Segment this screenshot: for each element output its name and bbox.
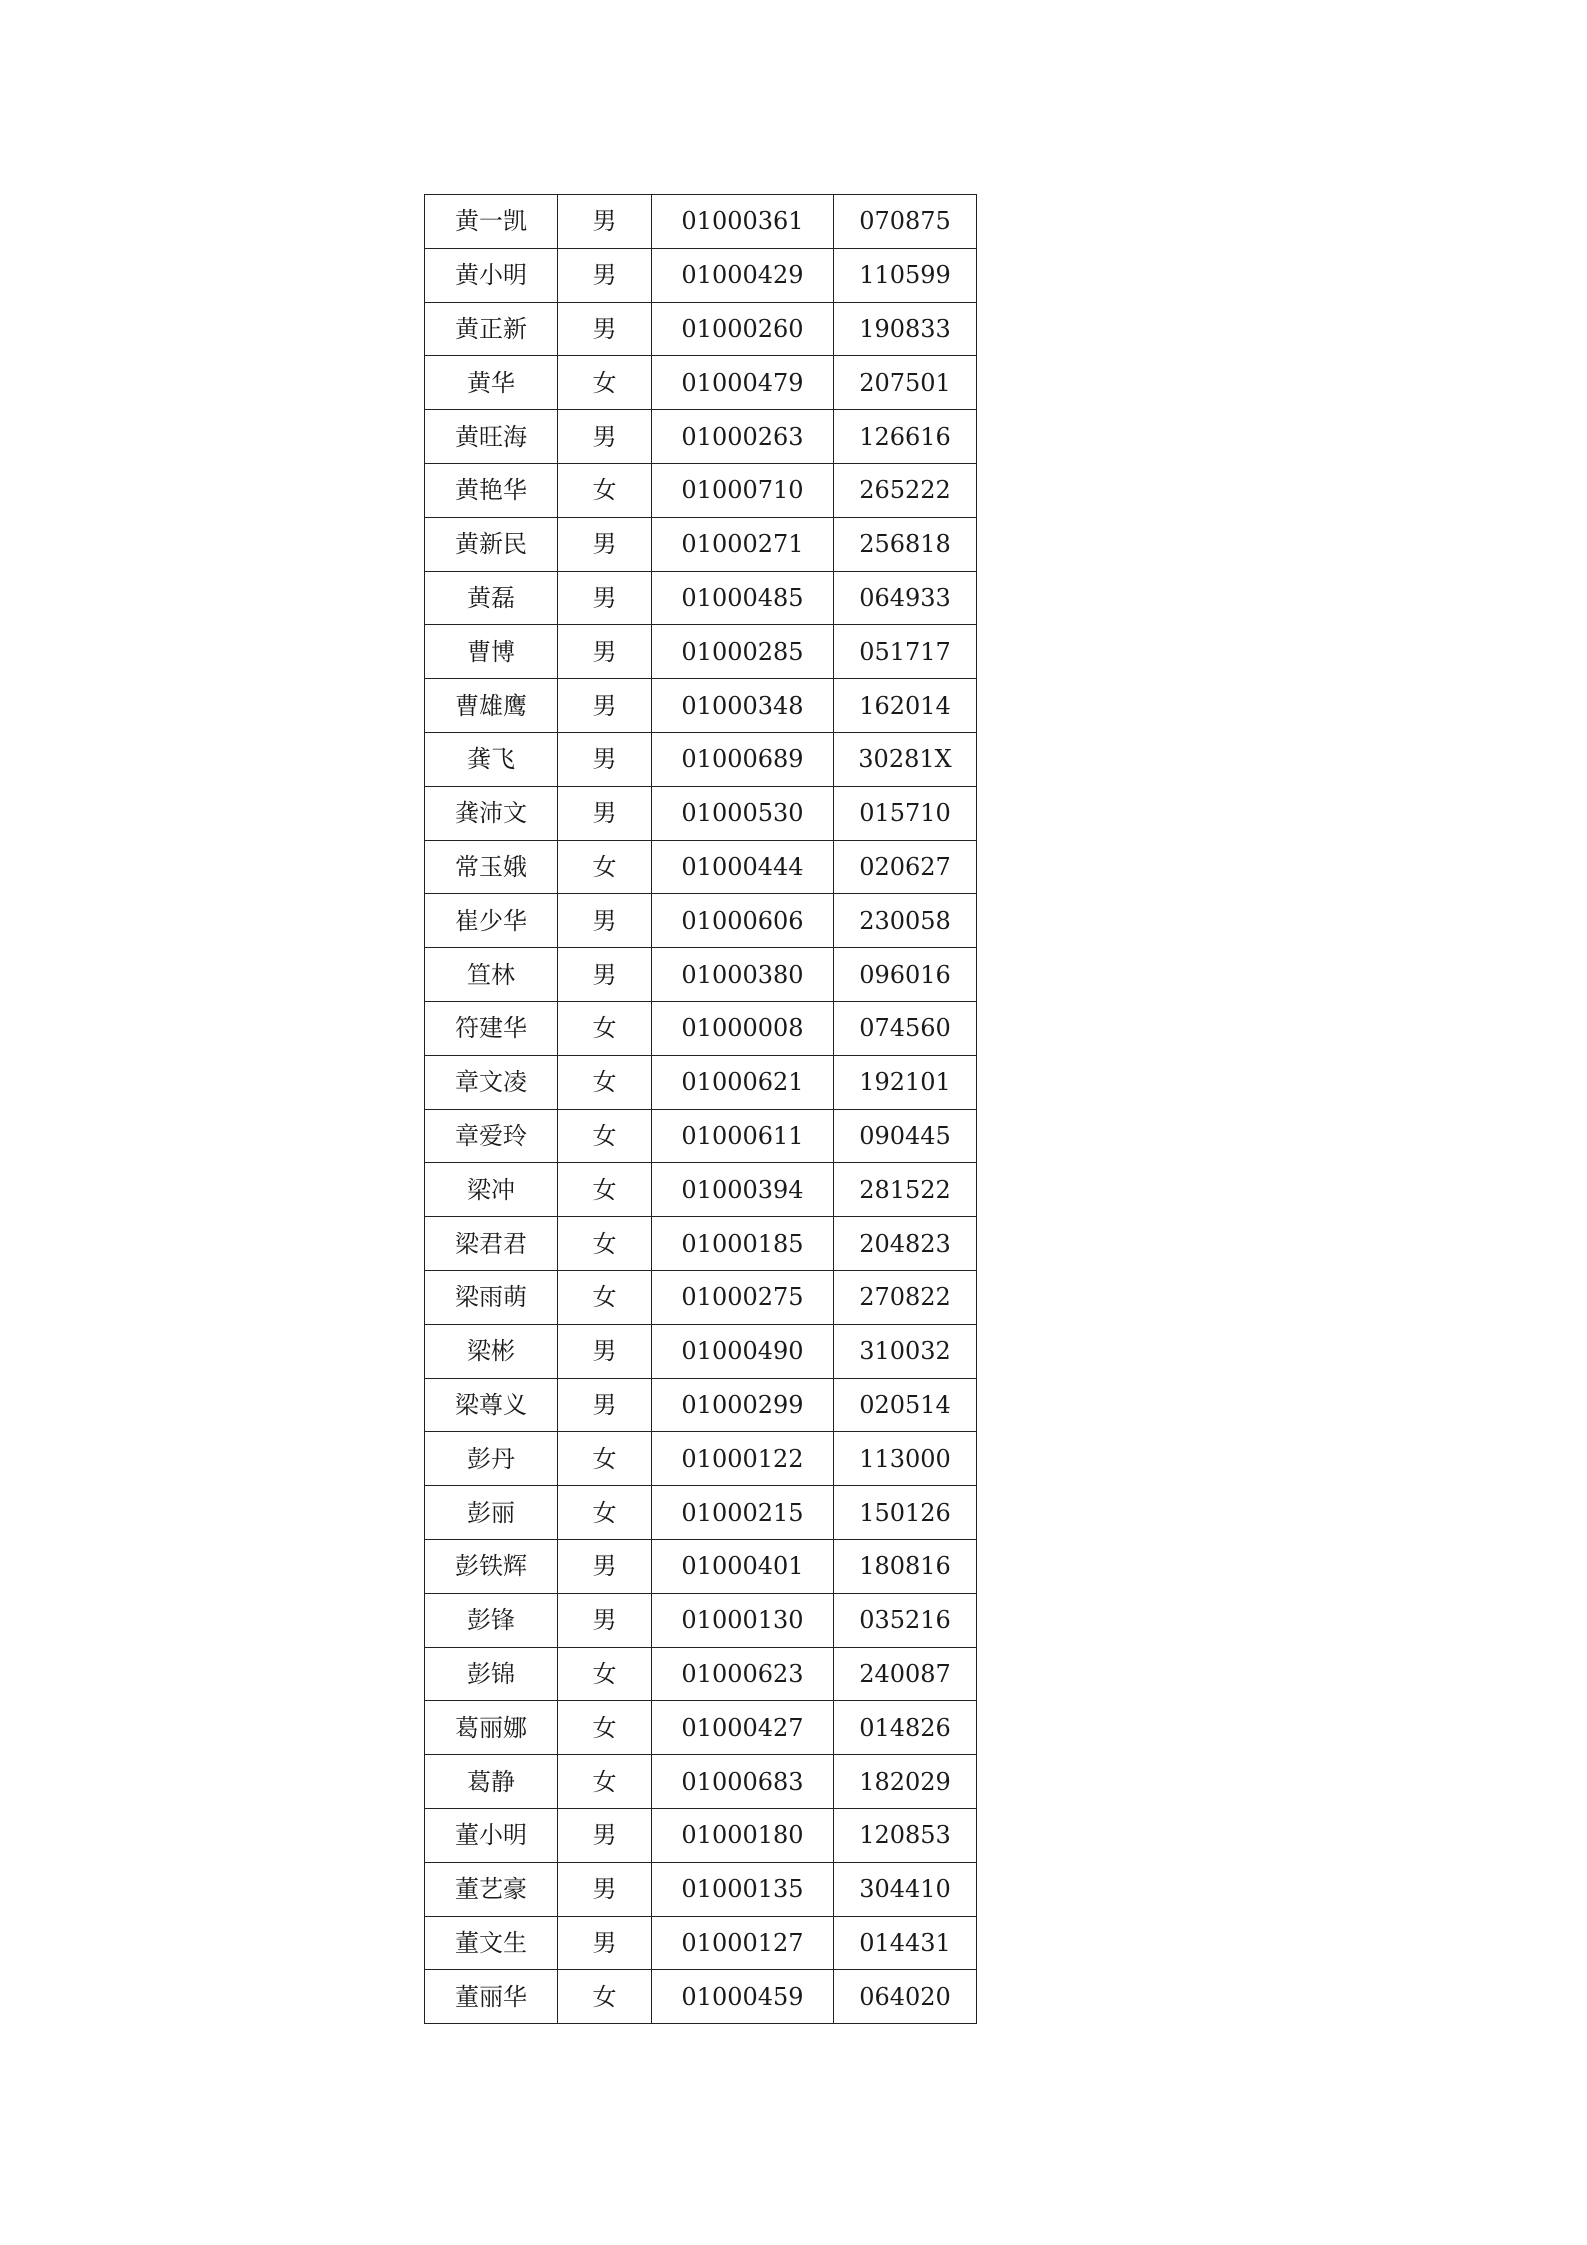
table-row <box>425 1378 977 1432</box>
gender-cell: 男 <box>558 1539 652 1593</box>
name-cell: 黄旺海 <box>425 410 558 464</box>
table-row <box>425 1486 977 1540</box>
number-cell: 01000683 <box>652 1755 834 1809</box>
code-cell: 120853 <box>834 1808 977 1862</box>
code-cell: 020627 <box>834 840 977 894</box>
code-cell: 190833 <box>834 302 977 356</box>
name-cell: 梁彬 <box>425 1324 558 1378</box>
code-cell: 281522 <box>834 1163 977 1217</box>
number-cell: 01000348 <box>652 679 834 733</box>
number-cell: 01000215 <box>652 1486 834 1540</box>
table-row <box>425 894 977 948</box>
table-row <box>425 1324 977 1378</box>
name-cell: 龚沛文 <box>425 786 558 840</box>
code-cell: 207501 <box>834 356 977 410</box>
name-cell: 符建华 <box>425 1001 558 1055</box>
table-row <box>425 517 977 571</box>
code-cell: 070875 <box>834 195 977 249</box>
code-cell: 310032 <box>834 1324 977 1378</box>
code-cell: 015710 <box>834 786 977 840</box>
gender-cell: 男 <box>558 948 652 1002</box>
gender-cell: 女 <box>558 1270 652 1324</box>
name-cell: 彭锦 <box>425 1647 558 1701</box>
gender-cell: 男 <box>558 1808 652 1862</box>
code-cell: 064933 <box>834 571 977 625</box>
table-row <box>425 1109 977 1163</box>
roster-table-body <box>425 195 977 2024</box>
gender-cell: 女 <box>558 1432 652 1486</box>
gender-cell: 男 <box>558 1593 652 1647</box>
table-row <box>425 1217 977 1271</box>
table-row <box>425 1916 977 1970</box>
code-cell: 162014 <box>834 679 977 733</box>
code-cell: 064020 <box>834 1970 977 2024</box>
code-cell: 304410 <box>834 1862 977 1916</box>
number-cell: 01000444 <box>652 840 834 894</box>
gender-cell: 女 <box>558 1486 652 1540</box>
name-cell: 龚飞 <box>425 732 558 786</box>
number-cell: 01000479 <box>652 356 834 410</box>
number-cell: 01000394 <box>652 1163 834 1217</box>
name-cell: 董文生 <box>425 1916 558 1970</box>
gender-cell: 女 <box>558 1163 652 1217</box>
gender-cell: 男 <box>558 679 652 733</box>
name-cell: 笪林 <box>425 948 558 1002</box>
table-row <box>425 1808 977 1862</box>
number-cell: 01000361 <box>652 195 834 249</box>
code-cell: 30281X <box>834 732 977 786</box>
code-cell: 074560 <box>834 1001 977 1055</box>
name-cell: 黄正新 <box>425 302 558 356</box>
number-cell: 01000008 <box>652 1001 834 1055</box>
gender-cell: 女 <box>558 1217 652 1271</box>
number-cell: 01000135 <box>652 1862 834 1916</box>
table-row <box>425 732 977 786</box>
name-cell: 彭锋 <box>425 1593 558 1647</box>
number-cell: 01000130 <box>652 1593 834 1647</box>
name-cell: 梁尊义 <box>425 1378 558 1432</box>
name-cell: 梁冲 <box>425 1163 558 1217</box>
number-cell: 01000530 <box>652 786 834 840</box>
gender-cell: 女 <box>558 1701 652 1755</box>
number-cell: 01000127 <box>652 1916 834 1970</box>
name-cell: 董艺豪 <box>425 1862 558 1916</box>
code-cell: 230058 <box>834 894 977 948</box>
number-cell: 01000427 <box>652 1701 834 1755</box>
table-row <box>425 1539 977 1593</box>
number-cell: 01000401 <box>652 1539 834 1593</box>
name-cell: 章文凌 <box>425 1055 558 1109</box>
table-row <box>425 463 977 517</box>
number-cell: 01000271 <box>652 517 834 571</box>
name-cell: 彭丽 <box>425 1486 558 1540</box>
name-cell: 常玉娥 <box>425 840 558 894</box>
gender-cell: 男 <box>558 517 652 571</box>
gender-cell: 男 <box>558 1324 652 1378</box>
name-cell: 董小明 <box>425 1808 558 1862</box>
gender-cell: 女 <box>558 356 652 410</box>
table-row <box>425 410 977 464</box>
gender-cell: 男 <box>558 571 652 625</box>
number-cell: 01000380 <box>652 948 834 1002</box>
gender-cell: 男 <box>558 195 652 249</box>
table-row <box>425 195 977 249</box>
number-cell: 01000490 <box>652 1324 834 1378</box>
table-row <box>425 1755 977 1809</box>
gender-cell: 男 <box>558 410 652 464</box>
name-cell: 黄小明 <box>425 248 558 302</box>
name-cell: 彭丹 <box>425 1432 558 1486</box>
table-row <box>425 1593 977 1647</box>
gender-cell: 女 <box>558 1970 652 2024</box>
table-row <box>425 248 977 302</box>
table-row <box>425 1055 977 1109</box>
table-row <box>425 679 977 733</box>
table-row <box>425 786 977 840</box>
gender-cell: 女 <box>558 1755 652 1809</box>
code-cell: 180816 <box>834 1539 977 1593</box>
gender-cell: 男 <box>558 1916 652 1970</box>
name-cell: 崔少华 <box>425 894 558 948</box>
gender-cell: 男 <box>558 732 652 786</box>
number-cell: 01000260 <box>652 302 834 356</box>
gender-cell: 女 <box>558 1055 652 1109</box>
name-cell: 黄新民 <box>425 517 558 571</box>
table-row <box>425 356 977 410</box>
number-cell: 01000623 <box>652 1647 834 1701</box>
gender-cell: 男 <box>558 1862 652 1916</box>
code-cell: 240087 <box>834 1647 977 1701</box>
name-cell: 黄一凯 <box>425 195 558 249</box>
number-cell: 01000606 <box>652 894 834 948</box>
name-cell: 曹博 <box>425 625 558 679</box>
name-cell: 葛丽娜 <box>425 1701 558 1755</box>
number-cell: 01000485 <box>652 571 834 625</box>
table-row <box>425 571 977 625</box>
gender-cell: 女 <box>558 840 652 894</box>
code-cell: 096016 <box>834 948 977 1002</box>
table-row <box>425 302 977 356</box>
table-row <box>425 1432 977 1486</box>
code-cell: 256818 <box>834 517 977 571</box>
code-cell: 270822 <box>834 1270 977 1324</box>
code-cell: 192101 <box>834 1055 977 1109</box>
table-row <box>425 1163 977 1217</box>
table-row <box>425 1701 977 1755</box>
table-row <box>425 1647 977 1701</box>
code-cell: 020514 <box>834 1378 977 1432</box>
roster-table <box>424 194 977 2024</box>
gender-cell: 女 <box>558 1109 652 1163</box>
code-cell: 014431 <box>834 1916 977 1970</box>
name-cell: 曹雄鹰 <box>425 679 558 733</box>
table-row <box>425 1270 977 1324</box>
name-cell: 彭铁辉 <box>425 1539 558 1593</box>
gender-cell: 女 <box>558 1647 652 1701</box>
gender-cell: 女 <box>558 1001 652 1055</box>
number-cell: 01000429 <box>652 248 834 302</box>
number-cell: 01000185 <box>652 1217 834 1271</box>
name-cell: 章爱玲 <box>425 1109 558 1163</box>
number-cell: 01000621 <box>652 1055 834 1109</box>
name-cell: 黄磊 <box>425 571 558 625</box>
number-cell: 01000263 <box>652 410 834 464</box>
name-cell: 梁雨萌 <box>425 1270 558 1324</box>
code-cell: 110599 <box>834 248 977 302</box>
code-cell: 265222 <box>834 463 977 517</box>
gender-cell: 男 <box>558 786 652 840</box>
name-cell: 葛静 <box>425 1755 558 1809</box>
gender-cell: 男 <box>558 248 652 302</box>
number-cell: 01000180 <box>652 1808 834 1862</box>
gender-cell: 男 <box>558 302 652 356</box>
number-cell: 01000710 <box>652 463 834 517</box>
gender-cell: 男 <box>558 625 652 679</box>
number-cell: 01000285 <box>652 625 834 679</box>
table-row <box>425 1001 977 1055</box>
code-cell: 051717 <box>834 625 977 679</box>
code-cell: 150126 <box>834 1486 977 1540</box>
number-cell: 01000299 <box>652 1378 834 1432</box>
table-row <box>425 1970 977 2024</box>
table-row <box>425 948 977 1002</box>
number-cell: 01000611 <box>652 1109 834 1163</box>
code-cell: 126616 <box>834 410 977 464</box>
number-cell: 01000122 <box>652 1432 834 1486</box>
code-cell: 090445 <box>834 1109 977 1163</box>
number-cell: 01000459 <box>652 1970 834 2024</box>
table-row <box>425 1862 977 1916</box>
gender-cell: 女 <box>558 463 652 517</box>
name-cell: 黄艳华 <box>425 463 558 517</box>
table-row <box>425 625 977 679</box>
code-cell: 035216 <box>834 1593 977 1647</box>
name-cell: 黄华 <box>425 356 558 410</box>
code-cell: 204823 <box>834 1217 977 1271</box>
table-row <box>425 840 977 894</box>
name-cell: 梁君君 <box>425 1217 558 1271</box>
gender-cell: 男 <box>558 894 652 948</box>
gender-cell: 男 <box>558 1378 652 1432</box>
number-cell: 01000275 <box>652 1270 834 1324</box>
name-cell: 董丽华 <box>425 1970 558 2024</box>
code-cell: 113000 <box>834 1432 977 1486</box>
code-cell: 014826 <box>834 1701 977 1755</box>
number-cell: 01000689 <box>652 732 834 786</box>
code-cell: 182029 <box>834 1755 977 1809</box>
